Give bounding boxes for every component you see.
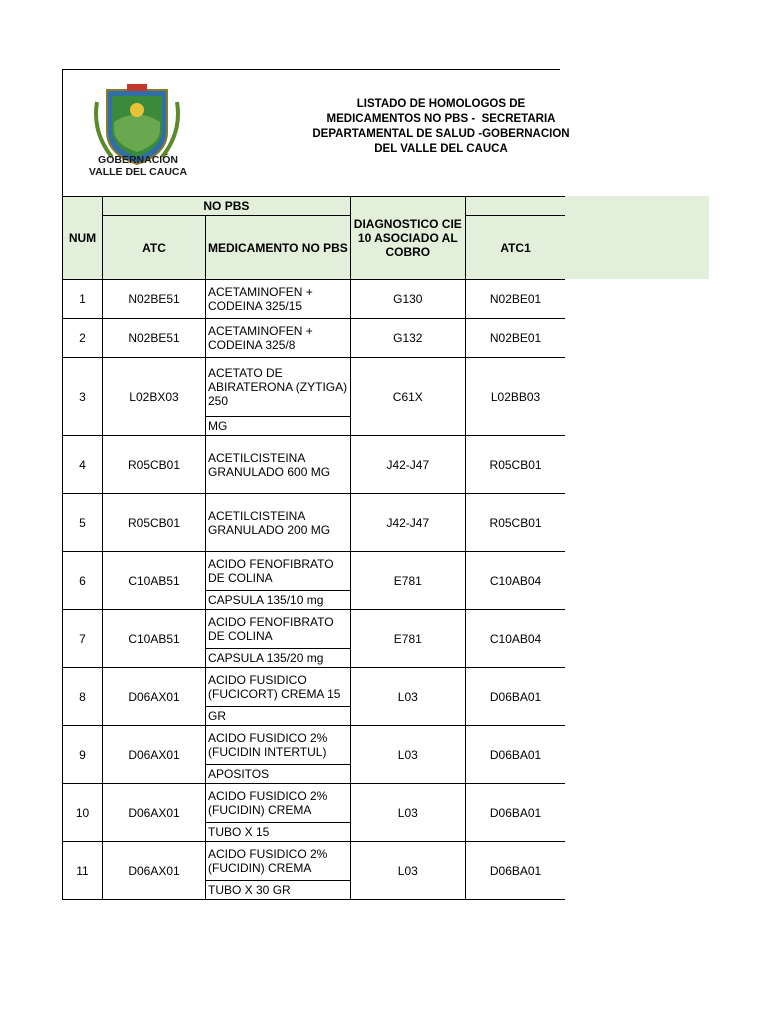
row-atc1: L02BB03 (465, 358, 565, 436)
row-atc1: N02BE01 (465, 280, 565, 319)
header-fill-extension (560, 196, 709, 279)
row-medicamento-cont: TUBO X 30 GR (206, 881, 351, 900)
row-medicamento: ACETAMINOFEN + CODEINA 325/15 (206, 280, 351, 319)
row-medicamento: ACIDO FUSIDICO 2% (FUCIDIN INTERTUL) (206, 726, 351, 765)
row-atc: D06AX01 (103, 842, 206, 900)
row-atc: R05CB01 (103, 436, 206, 494)
row-medicamento: ACETILCISTEINA GRANULADO 600 MG (206, 436, 351, 494)
row-diagnostico: C61X (350, 358, 465, 436)
header-group-no-pbs: NO PBS (103, 197, 351, 216)
row-atc1: R05CB01 (465, 436, 565, 494)
row-num: 4 (63, 436, 103, 494)
row-atc1: N02BE01 (465, 319, 565, 358)
row-atc: C10AB51 (103, 552, 206, 610)
row-atc: R05CB01 (103, 494, 206, 552)
table-row (63, 358, 566, 417)
table-row (63, 319, 566, 358)
row-num: 1 (63, 280, 103, 319)
row-diagnostico: E781 (350, 610, 465, 668)
row-medicamento: ACETAMINOFEN + CODEINA 325/8 (206, 319, 351, 358)
row-diagnostico: J42-J47 (350, 494, 465, 552)
table-row (63, 552, 566, 591)
row-num: 5 (63, 494, 103, 552)
row-diagnostico: G132 (350, 319, 465, 358)
row-atc1: D06BA01 (465, 668, 565, 726)
row-atc: L02BX03 (103, 358, 206, 436)
row-atc: D06AX01 (103, 668, 206, 726)
header-medicamento: MEDICAMENTO NO PBS (206, 216, 351, 280)
row-num: 6 (63, 552, 103, 610)
row-diagnostico: L03 (350, 842, 465, 900)
header-diagnostico: DIAGNOSTICO CIE 10 ASOCIADO AL COBRO (350, 197, 465, 280)
row-medicamento: ACIDO FUSIDICO (FUCICORT) CREMA 15 (206, 668, 351, 707)
row-medicamento: ACIDO FENOFIBRATO DE COLINA (206, 610, 351, 649)
table-row (63, 726, 566, 765)
row-num: 9 (63, 726, 103, 784)
table-row (63, 494, 566, 552)
row-medicamento: ACIDO FUSIDICO 2% (FUCIDIN) CREMA (206, 842, 351, 881)
logo-line-2: VALLE DEL CAUCA (88, 166, 188, 178)
table-row (63, 610, 566, 649)
header-atc1: ATC1 (465, 216, 565, 280)
header-atc: ATC (103, 216, 206, 280)
row-diagnostico: L03 (350, 726, 465, 784)
row-diagnostico: J42-J47 (350, 436, 465, 494)
row-diagnostico: E781 (350, 552, 465, 610)
document-title: LISTADO DE HOMOLOGOS DE MEDICAMENTOS NO PBS - SECRETARIA DEPARTAMENTAL DE SALUD -GOBERNACION DEL VALLE DEL CAUCA (312, 98, 570, 155)
header-group-blank (465, 197, 565, 216)
row-diagnostico: L03 (350, 784, 465, 842)
row-atc: D06AX01 (103, 726, 206, 784)
row-medicamento-cont: GR (206, 707, 351, 726)
row-num: 11 (63, 842, 103, 900)
row-atc1: D06BA01 (465, 842, 565, 900)
row-diagnostico: G130 (350, 280, 465, 319)
logo-line-1: GOBERNACIÓN (98, 154, 178, 166)
row-atc1: C10AB04 (465, 610, 565, 668)
row-diagnostico: L03 (350, 668, 465, 726)
row-num: 10 (63, 784, 103, 842)
row-atc: C10AB51 (103, 610, 206, 668)
table-row (63, 842, 566, 881)
medications-table (62, 196, 565, 900)
row-medicamento-cont: APOSITOS (206, 765, 351, 784)
row-medicamento: ACETATO DE ABIRATERONA (ZYTIGA) 250 (206, 358, 351, 417)
row-atc1: D06BA01 (465, 784, 565, 842)
row-atc: D06AX01 (103, 784, 206, 842)
header-block (62, 69, 570, 196)
table-row (63, 668, 566, 707)
row-num: 7 (63, 610, 103, 668)
row-num: 3 (63, 358, 103, 436)
row-atc1: D06BA01 (465, 726, 565, 784)
table-row (63, 784, 566, 823)
table-row (63, 280, 566, 319)
row-medicamento: ACIDO FUSIDICO 2% (FUCIDIN) CREMA (206, 784, 351, 823)
row-medicamento: ACIDO FENOFIBRATO DE COLINA (206, 552, 351, 591)
row-medicamento: ACETILCISTEINA GRANULADO 200 MG (206, 494, 351, 552)
table-row (63, 436, 566, 494)
row-atc1: C10AB04 (465, 552, 565, 610)
header-num: NUM (63, 197, 103, 280)
row-medicamento-cont: CAPSULA 135/20 mg (206, 649, 351, 668)
row-medicamento-cont: CAPSULA 135/10 mg (206, 591, 351, 610)
row-num: 8 (63, 668, 103, 726)
row-atc: N02BE51 (103, 280, 206, 319)
row-num: 2 (63, 319, 103, 358)
row-atc1: R05CB01 (465, 494, 565, 552)
logo-caption (83, 154, 193, 178)
row-medicamento-cont: TUBO X 15 (206, 823, 351, 842)
row-atc: N02BE51 (103, 319, 206, 358)
row-medicamento-cont: MG (206, 417, 351, 436)
